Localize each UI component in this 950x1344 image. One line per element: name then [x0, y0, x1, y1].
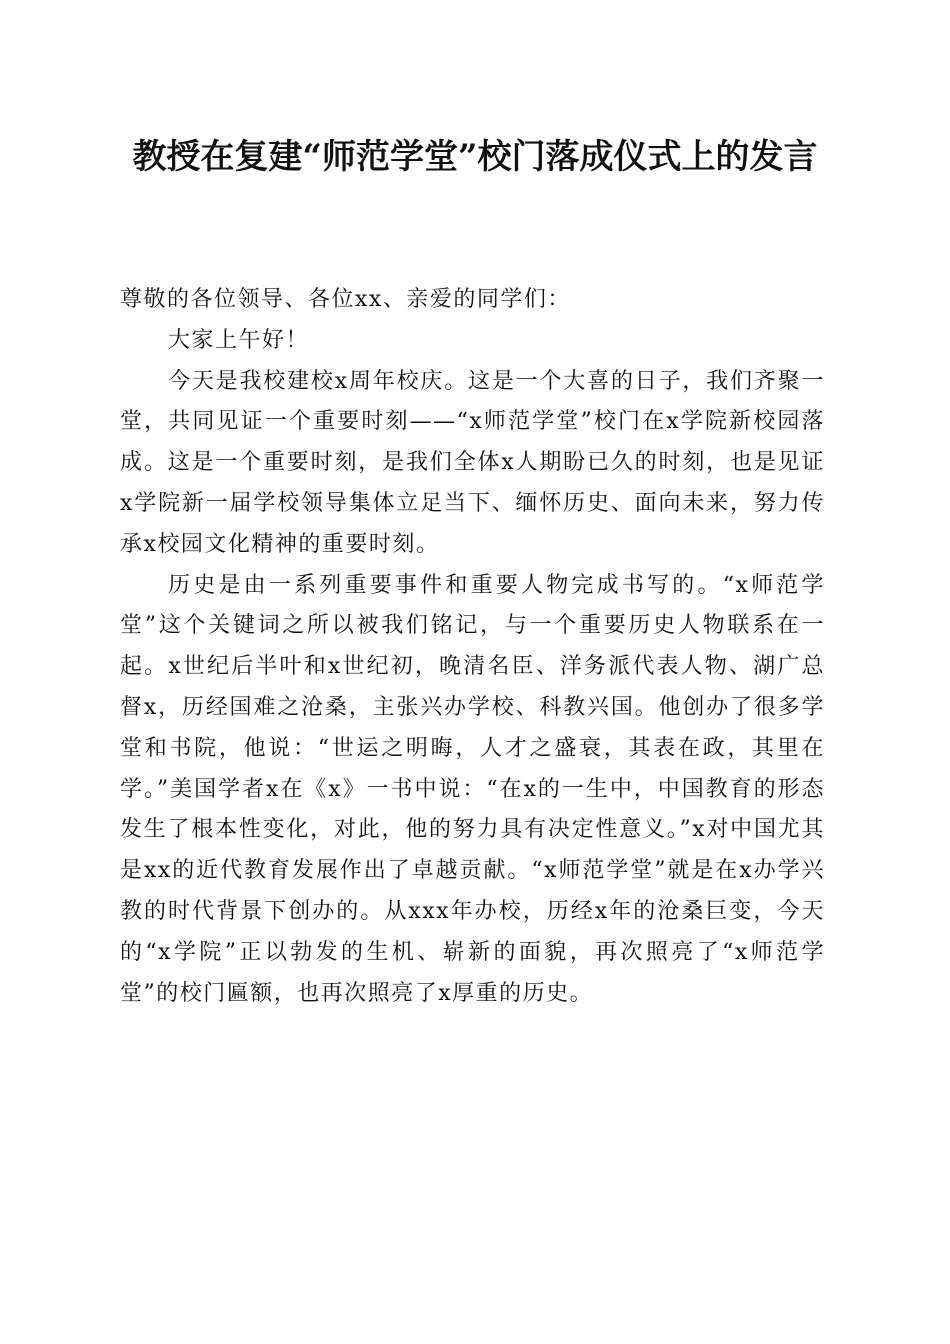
document-title: 教授在复建“师范学堂”校门落成仪式上的发言 [132, 137, 818, 177]
body-paragraph-2: 历史是由一系列重要事件和重要人物完成书写的。“x师范学堂”这个关键词之所以被我们铭记，与一个重要历史人物联系在一起。x世纪后半叶和x世纪初，晚清名臣、洋务派代表人物、湖广总督x，历经国难之沧桑，主张兴办学校、科教兴国。他创办了很多学堂和书院，他说：“世运之明晦，人才之盛衰，其表在政，其里在学。”美国学者x在《x》一书中说：“在x的一生中，中国教育的形态发生了根本性变化，对此，他的努力具有决定性意义。”x对中国尤其是xx的近代教育发展作出了卓越贡献。“x师范学堂”就是在x办学兴教的时代背景下创办的。从xxx年办校，历经x年的沧桑巨变，今天的“x学院”正以勃发的生机、崭新的面貌，再次照亮了“x师范学堂”的校门匾额，也再次照亮了x厚重的历史。 [120, 572, 825, 1006]
salutation-line: 尊敬的各位领导、各位xx、亲爱的同学们： [120, 287, 571, 312]
body-paragraph-1: 今天是我校建校x周年校庆。这是一个大喜的日子，我们齐聚一堂，共同见证一个重要时刻——“x师范学堂”校门在x学院新校园落成。这是一个重要时刻，是我们全体x人期盼已久的时刻，也是见证x学院新一届学校领导集体立足当下、缅怀历史、面向未来，努力传承x校园文化精神的重要时刻。 [120, 368, 825, 557]
greeting-paragraph: 大家上午好！ [168, 327, 310, 353]
document-body [120, 280, 825, 1014]
